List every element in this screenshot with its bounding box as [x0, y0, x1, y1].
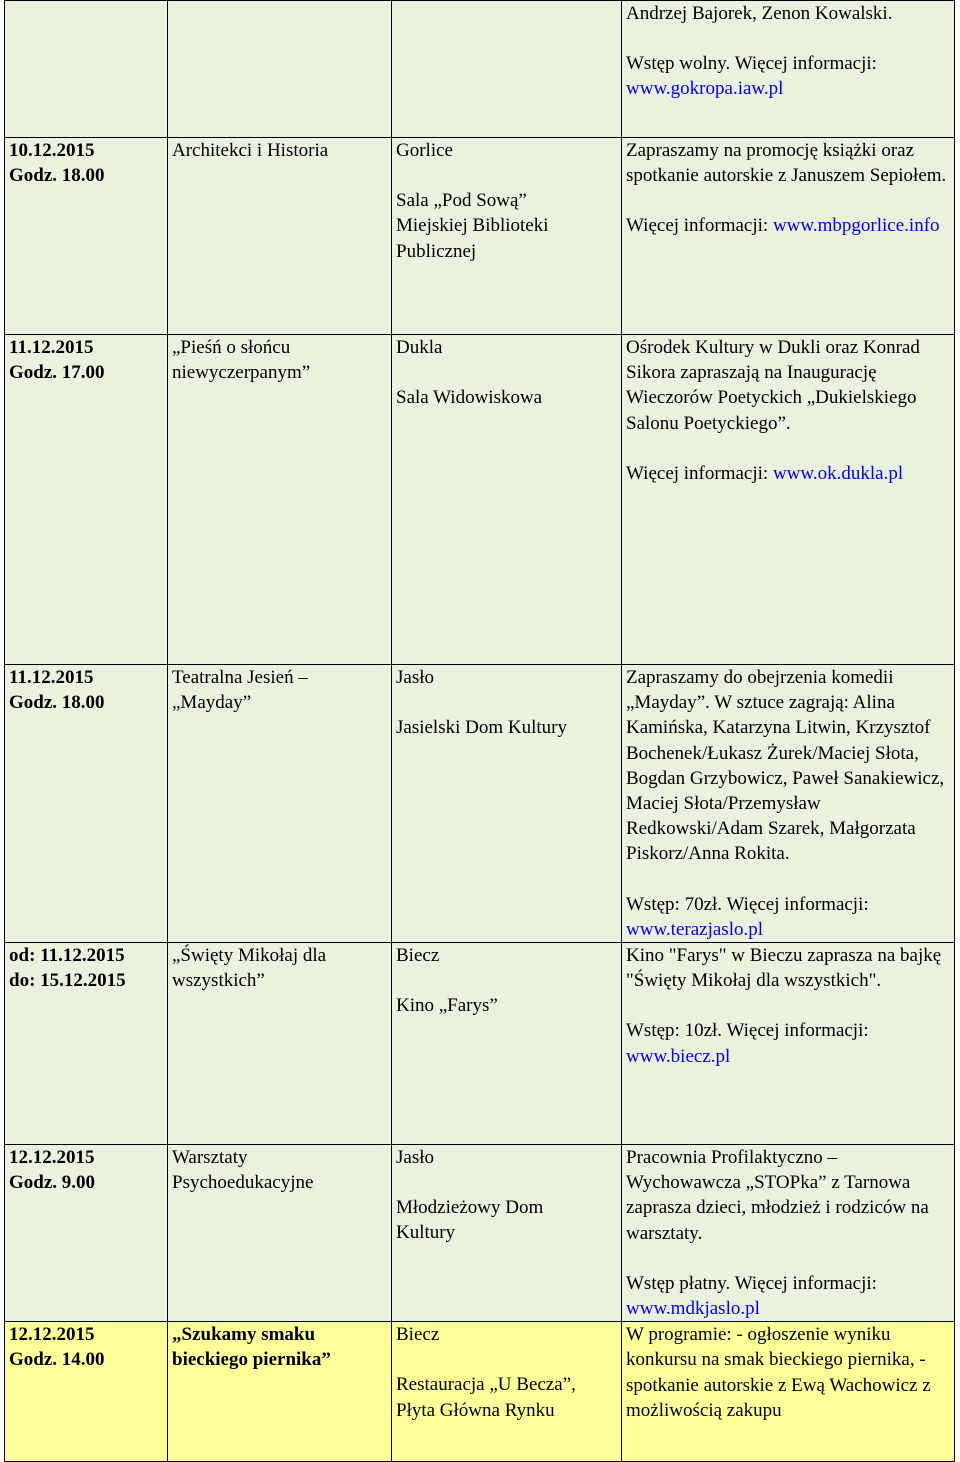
description-line: bajkę "Święty Mikołaj dla	[626, 945, 942, 992]
date-cell	[5, 943, 168, 1145]
description-line: oraz spotkanie autorskie	[626, 140, 915, 187]
event-date: 11.12.2015	[9, 667, 94, 688]
title-cell	[168, 1, 392, 138]
info-link[interactable]: www.ok.dukla.pl	[772, 462, 904, 484]
description-line: Ośrodek Kultury w Dukli oraz	[626, 337, 859, 358]
description-line: - ogłoszenie wyniku konkursu na	[626, 1324, 891, 1371]
title-cell	[168, 665, 392, 943]
event-date-from: od: 11.12.2015	[9, 945, 125, 967]
event-time: Godz. 14.00	[9, 1349, 105, 1371]
description-line: Zapraszamy na promocję książki	[626, 140, 877, 161]
description-line: Inaugurację Wieczorów Poetyckich	[626, 362, 877, 409]
event-town: Jasło	[396, 667, 434, 688]
description-cell	[622, 1145, 955, 1322]
event-title: Architekci i Historia	[172, 140, 329, 161]
more-info-label: Więcej informacji:	[734, 1272, 877, 1294]
event-town: Biecz	[396, 945, 440, 967]
event-title: Psychoedukacyjne	[172, 1172, 314, 1194]
table-row	[5, 335, 955, 665]
table-row	[5, 1145, 955, 1322]
more-info-label: Więcej informacji:	[726, 1020, 869, 1042]
table-row	[5, 665, 955, 943]
more-info-label: Więcej informacji:	[726, 893, 869, 915]
info-link[interactable]: www.biecz.pl	[626, 1045, 731, 1067]
event-time: Godz. 18.00	[9, 692, 105, 714]
description-line: smak bieckiego piernika,	[724, 1349, 915, 1371]
event-venue: Sala Widowiskowa	[396, 387, 543, 409]
table-row	[5, 138, 955, 335]
title-cell	[168, 1322, 392, 1462]
event-date: 12.12.2015	[9, 1324, 95, 1346]
description-line: - spotkanie autorskie z Ewą	[626, 1349, 926, 1396]
description-cell	[622, 665, 955, 943]
event-time: Godz. 18.00	[9, 165, 105, 187]
description-line: Grzybowicz, Paweł Sanakiewicz,	[689, 767, 945, 789]
event-title: niewyczerpanym”	[172, 362, 311, 384]
description-line: Andrzej Bajorek, Zenon Kowalski.	[626, 3, 893, 24]
info-link[interactable]: www.terazjaslo.pl	[626, 918, 763, 940]
event-time: Godz. 9.00	[9, 1172, 96, 1194]
description-line: „Dukielskiego Salonu	[626, 387, 917, 434]
event-date: 10.12.2015	[9, 140, 95, 161]
event-town: Dukla	[396, 337, 443, 358]
event-venue: Restauracja „U Becza”,	[396, 1374, 576, 1396]
event-title: wszystkich”	[172, 970, 265, 992]
event-title: Warsztaty	[172, 1147, 248, 1169]
event-title: bieckiego piernika”	[172, 1349, 331, 1371]
description-line: Wachowicz z możliwością zakupu	[626, 1374, 931, 1421]
event-venue: Sala „Pod Sową”	[396, 190, 527, 212]
description-line: młodzież i rodziców na warsztaty.	[626, 1197, 929, 1244]
date-cell	[5, 335, 168, 665]
description-line: Krzysztof Bochenek/Łukasz	[626, 717, 931, 764]
title-cell	[168, 335, 392, 665]
description-line: Maciej Słota/Przemysław	[626, 793, 821, 815]
date-cell	[5, 1322, 168, 1462]
event-venue: Kultury	[396, 1222, 456, 1244]
place-cell	[392, 665, 622, 943]
event-venue: Miejskiej Biblioteki	[396, 215, 549, 237]
description-line: Redkowski/Adam Szarek,	[626, 818, 825, 840]
place-cell	[392, 1, 622, 138]
info-link[interactable]: www.gokropa.iaw.pl	[626, 78, 784, 100]
event-title: „Pieśń o słońcu	[172, 337, 291, 358]
description-line: Żurek/Maciej Słota, Bogdan	[626, 742, 919, 789]
description-cell	[622, 138, 955, 335]
description-line: Pracownia Profilaktyczno –	[626, 1147, 838, 1169]
place-cell	[392, 1322, 622, 1462]
event-title: Teatralna Jesień –	[172, 667, 308, 688]
event-title: „Mayday”	[172, 692, 252, 714]
title-cell	[168, 138, 392, 335]
description-line: W programie:	[626, 1324, 732, 1346]
description-line: Konrad Sikora zapraszają na	[626, 337, 920, 384]
description-line: Kino "Farys" w Bieczu zaprasza na	[626, 945, 896, 967]
entry-fee: Wstęp płatny.	[626, 1272, 731, 1294]
info-link[interactable]: www.mdkjaslo.pl	[626, 1298, 760, 1320]
description-line: Kamińska, Katarzyna Litwin,	[626, 717, 851, 739]
event-venue: Kino „Farys”	[396, 995, 498, 1017]
title-cell	[168, 1145, 392, 1322]
description-line: Wychowawcza „STOPka”	[626, 1172, 827, 1194]
event-venue: Płyta Główna Rynku	[396, 1399, 555, 1421]
description-line: z Tarnowa zaprasza dzieci,	[626, 1172, 911, 1219]
description-cell	[622, 1, 955, 138]
date-cell	[5, 1, 168, 138]
event-venue: Publicznej	[396, 240, 477, 262]
description-cell	[622, 1322, 955, 1462]
description-line: wszystkich".	[784, 970, 882, 992]
entry-fee: Wstęp: 10zł.	[626, 1020, 723, 1042]
event-time: Godz. 17.00	[9, 362, 105, 384]
title-cell	[168, 943, 392, 1145]
date-cell	[5, 138, 168, 335]
more-info-label: Więcej informacji:	[626, 215, 769, 237]
description-line: Poetyckiego”.	[683, 412, 791, 434]
entry-fee: Wstęp: 70zł.	[626, 893, 723, 915]
event-town: Gorlice	[396, 140, 453, 161]
event-title: „Święty Mikołaj dla	[172, 945, 327, 967]
events-table	[4, 0, 955, 1462]
date-cell	[5, 665, 168, 943]
event-title: „Szukamy smaku	[172, 1324, 316, 1346]
event-date: 11.12.2015	[9, 337, 94, 358]
description-cell	[622, 943, 955, 1145]
description-line: Małgorzata Piskorz/Anna Rokita.	[626, 818, 916, 865]
entry-fee: Wstęp wolny.	[626, 53, 731, 75]
event-town: Biecz	[396, 1324, 440, 1346]
description-cell	[622, 335, 955, 665]
table-row	[5, 943, 955, 1145]
event-date-to: do: 15.12.2015	[9, 970, 126, 992]
info-link[interactable]: www.mbpgorlice.info	[772, 215, 940, 237]
table-row	[5, 1, 955, 138]
event-venue: Jasielski Dom Kultury	[396, 717, 567, 739]
place-cell	[392, 943, 622, 1145]
event-venue: Młodzieżowy Dom	[396, 1197, 544, 1219]
event-date: 12.12.2015	[9, 1147, 95, 1169]
place-cell	[392, 335, 622, 665]
date-cell	[5, 1145, 168, 1322]
more-info-label: Więcej informacji:	[626, 462, 769, 484]
description-line: z Januszem Sepiołem.	[777, 165, 947, 187]
description-line: Zapraszamy do obejrzenia komedii	[626, 667, 894, 688]
table-row-highlighted	[5, 1322, 955, 1462]
description-line: „Mayday”. W sztuce zagrają: Alina	[626, 692, 895, 714]
place-cell	[392, 138, 622, 335]
more-info-label: Więcej informacji:	[734, 53, 877, 75]
place-cell	[392, 1145, 622, 1322]
event-town: Jasło	[396, 1147, 434, 1169]
